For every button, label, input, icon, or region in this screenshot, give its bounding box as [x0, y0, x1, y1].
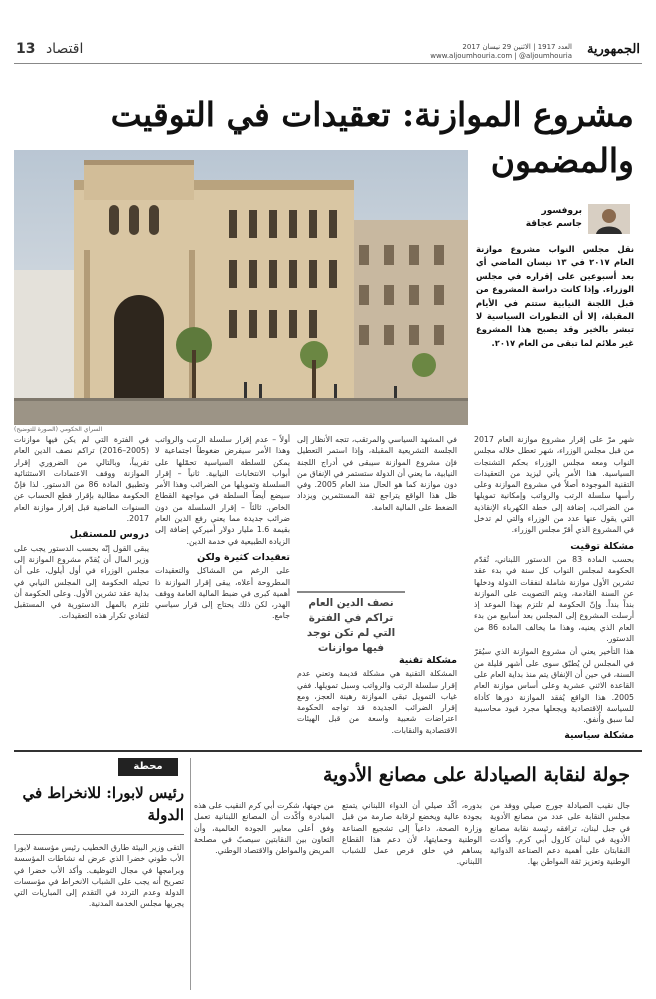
issue-line: العدد 1917 | الاثنين 29 نيسان 2017 [462, 43, 572, 51]
timing-paragraph: بحسب المادة 83 من الدستور اللبناني، تُقدّم الحكومة لمجلس النواب كل سنة في بدء عقد تشرين الأول موازنة شاملة لنفقات الدولة ودخلها عن السنة القادمة، ويتم التصويت على الموازنة بنداً بنداً. وإنّ الحكومة لم تلتزم بهذا الموعد إذ أرسلت المشروع إلى المجلس بعد أسابيع من بدء العام الذي يعنيه، وهذا ما يخالف المادة 86 من الدستور. [474, 554, 634, 644]
author-name: جاسم عجاقة [525, 219, 582, 229]
second-article-paragraph-a: جال نقيب الصيادلة جورج صيلي ووفد من مجلس النقابة على عدد من مصانع الأدوية في جبل لبنان، ترافقه رئيسة نقابة مصانع الأدوية في لبنان كارول أبي كرم. وأكدت النقابتان على أهمية دعم الصناعة الدوائية الوطنية وتعزيز ثقة المواطن بها. [490, 801, 630, 867]
author-portrait-icon [588, 204, 630, 234]
author-photo [588, 204, 630, 234]
building-illustration [14, 150, 468, 425]
complex-paragraph: على الرغم من المشاكل والتعقيدات المطروحة أعلاه، يبقى إقرار الموازنة ذا أهمية كبرى في ضبط المالية العامة ووقف الهدر، لكن ذلك يحتاج إلى قرار سياسي جامع. [155, 566, 290, 621]
box-paragraph: التقى وزير البيئة طارق الخطيب رئيس مؤسسة لابورا الأب طوني خضرا الذي عرض له نشاطات المؤسسة وبرامجها في مجال التوظيف. وأكد الأب خضرا في تصريح أنه يجب على الشباب الانخراط في مؤسسات الدولة وعدم التردد في التقدم إلى المباريات التي يجريها مجلس الخدمة المدنية. [14, 843, 184, 909]
newspaper-logo: الجمهورية [586, 42, 640, 57]
heading-politics: مشكلة سياسية [564, 730, 634, 742]
column-2-paragraph: أولاً – عدم إقرار سلسلة الرتب والرواتب وهذا الأمر سيفرض ضغوطاً اجتماعية لا يمكن للسلطة السياسية تحمّلها على أبواب الانتخابات النيابية. ثانياً – إقرار السلسلة وتمويلها من الضرائب وهذا الأمر سيضع أيضاً السلطة في مواجهة القطاع الخاص. ثالثاً – إقرار السلسلة من دون ضرائب جديدة مما يعني رفع الدين العام بقيمة 1.6 مليار دولار أميركي إضافة إلى الزيادة الطبيعية في خدمة الدين. [155, 435, 290, 546]
article-photo [14, 150, 468, 425]
issue-info [430, 43, 572, 61]
article-column-right [474, 434, 634, 744]
page-number: 13 [16, 41, 36, 57]
website-line: www.aljoumhouria.com | @aljoumhouria [430, 52, 572, 60]
section-name: اقتصاد [45, 41, 84, 57]
second-article-column-c [194, 800, 334, 990]
box-separator [190, 758, 191, 990]
heading-complex: تعقيدات كثيرة ولكن [197, 551, 290, 563]
box-body [14, 842, 184, 990]
heading-lessons: دروس للمستقبل [69, 529, 149, 541]
article-column-3 [297, 434, 457, 584]
masthead [14, 40, 642, 64]
second-article-column-b [342, 800, 482, 990]
photo-caption: السراي الحكومي (الصورة للتوضيح) [14, 426, 103, 433]
box-title: رئيس لابورا: للانخراط في الدولة [22, 784, 184, 824]
box-label: محطة [118, 758, 178, 776]
column-3-paragraph: في المشهد السياسي والمرتقب، تتجه الأنظار إلى الجلسة التشريعية المقبلة، وإذا استمر التعطيل فإن مشروع الموازنة سيبقى في أدراج اللجنة النيابية، ما يعني أن الدولة ستستمر في الإنفاق من دون موازنة كما هو الحال منذ العام 2005. وفي ظل هذا الواقع يتراجع ثقة المستثمرين ويزداد الضغط على المالية العامة. [297, 435, 457, 512]
article-lede: نقل مجلس النواب مشروع موازنة العام ٢٠١٧ في ١٣ نيسان الماضي أي بعد أسبوعين على إقراره في مجلس الوزراء. وإذا كانت دراسة المشروع من قبل اللجنة النيابية ستتم في الأيام المقبلة، إلا أن التطورات السياسية لا تبشر بالخير وقد يصبح هذا المشروع غير ملائم لما تبقى من العام ٢٠١٧. [476, 244, 634, 348]
article-headline: مشروع الموازنة: تعقيدات في التوقيت والمضمون [110, 95, 634, 180]
author-title: بروفسور [541, 206, 582, 216]
heading-technical: مشكلة تقنية [399, 655, 457, 666]
box-rule [14, 834, 184, 835]
second-article-column-a [490, 800, 630, 990]
second-article-paragraph-b: بدوره، أكّد صيلي أن الدواء اللبناني يتمتع بجودة عالية ويخضع لرقابة صارمة من قبل وزارة الصحة، داعياً إلى تشجيع الصناعة الوطنية وحمايتها، لأن دعم هذا القطاع يساهم في خلق فرص عمل للشباب اللبناني. [342, 801, 482, 867]
article-column-1 [14, 434, 149, 744]
second-article-paragraph-c: من جهتها، شكرت أبي كرم النقيب على هذه المبادرة وأكّدت أن المصانع اللبنانية تعمل وفق أعلى معايير الجودة العالمية، وأن التعاون بين النقابتين سيصبّ في مصلحة المريض والمواطن والاقتصاد الوطني. [194, 801, 334, 856]
second-article-headline: جولة لنقابة الصيادلة على مصانع الأدوية [322, 764, 630, 786]
technical-paragraph: المشكلة التقنية هي مشكلة قديمة وتعني عدم إقرار سلسلة الرتب والرواتب وسبل تمويلها. ففي غياب التمويل تبقى الموازنة رهينة العجز، ومع إقرار الضرائب الجديدة قد تواجه الحكومة اعتراضات شعبية واسعة من قبل الهيئات الاقتصادية والنقابات. [297, 669, 457, 735]
heading-timing: مشكلة توقيت [570, 540, 634, 552]
lessons-paragraph: يبقى القول إنّه بحسب الدستور يجب على وزير المال أن يُقدّم مشروع الموازنة إلى مجلس الوزراء في أول أيلول، على أن تحيله الحكومة إلى المجلس النيابي في بداية عقد تشرين الأول. وعلى الحكومة أن تلتزم بالمهل الدستورية في المستقبل لتفادي تكرار هذه التعقيدات. [14, 543, 149, 621]
intro-paragraph: شهر مرّ على إقرار مشروع موازنة العام 2017 من قبل مجلس الوزراء، شهر تعطل خلاله مجلس النواب ومعه مجلس الوزراء بحكم التشنجات السياسية. هذا الأمر يأتي ليزيد من التعقيدات التقنية الموجودة أصلاً في مشروع الموازنة وعلى رأسها سلسلة الرتب والرواتب وإمكانية تمويلها من الضرائب، إضافة إلى خطة الكهرباء الإنقاذية التي يقول عنها عدد من الوزراء والتي لم تدخل في المشروع الذي أقرّ مجلس الوزراء. [474, 435, 634, 535]
article-column-2 [155, 434, 290, 744]
section-label [16, 41, 83, 57]
article-column-3-lower [297, 650, 457, 745]
column-1-paragraph: في الفترة التي لم يكن فيها موازنات (2005–2016) تراكم نصف الدين العام تقريباً، وبالتالي من الضروري إقرار الموازنة ووقف الاعتمادات الاستثنائية وتطبيق المادة 86 من الدستور. لذا فإنّ الحكومة مطالبة بإقرار قطع الحساب عن السنوات الماضية قبل إقرار موازنة العام 2017. [14, 435, 149, 524]
pull-quote: نصف الدين العام تراكم في الفترة التي لم تكن توجد فيها موازنات [297, 591, 405, 656]
author-byline [522, 205, 582, 231]
timing-paragraph-2: هذا التأخير يعني أن مشروع الموازنة الذي سيُقرّ في المجلس لن يُطبّق سوى على أشهر قليلة من السنة، في حين أن الإنفاق يتم منذ بداية العام على القاعدة الاثني عشرية وعلى أساس موازنة العام 2005. هذا الواقع يُفقد الموازنة دورها كأداة للسياسة الاقتصادية ويجعلها مجرد قيود محاسبية لما سبق وأُنفق. [474, 647, 634, 725]
section-divider [14, 750, 642, 752]
